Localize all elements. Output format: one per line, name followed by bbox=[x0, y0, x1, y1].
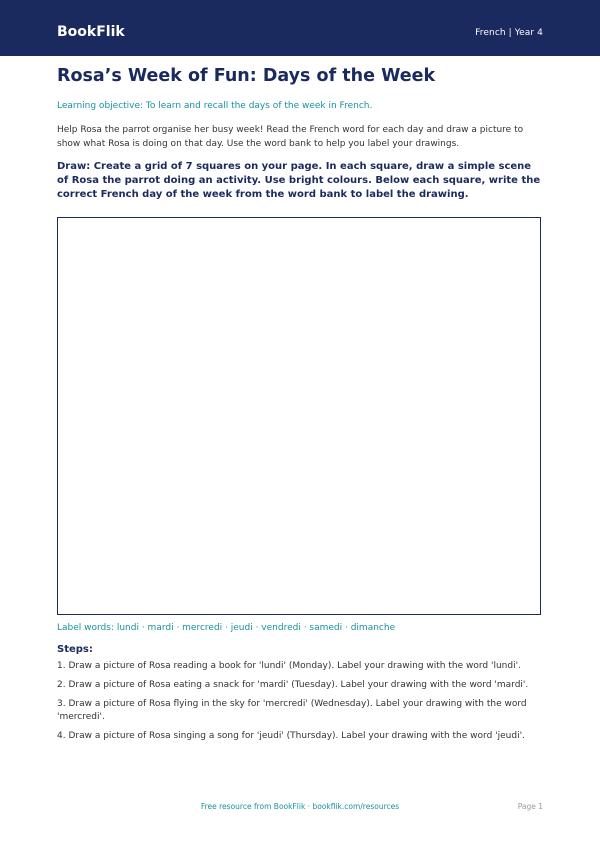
brand-logo-text: BookFlik bbox=[57, 24, 125, 40]
drawing-area[interactable] bbox=[57, 217, 541, 615]
step-item: 3. Draw a picture of Rosa flying in the sky for 'mercredi' (Wednesday). Label your drawing with the word 'mercredi'. bbox=[57, 699, 527, 722]
steps-heading: Steps: bbox=[57, 644, 93, 655]
page-header bbox=[0, 0, 600, 56]
footer-credit: Free resource from BookFlik · bookflik.com/resources bbox=[200, 802, 400, 811]
step-item: 2. Draw a picture of Rosa eating a snack for 'mardi' (Tuesday). Label your drawing with the word 'mardi'. bbox=[57, 680, 529, 690]
page-number: Page 1 bbox=[517, 802, 543, 811]
page-title: Rosa’s Week of Fun: Days of the Week bbox=[57, 66, 436, 86]
step-item: 4. Draw a picture of Rosa singing a song for 'jeudi' (Thursday). Label your drawing with the word 'jeudi'. bbox=[57, 731, 525, 741]
draw-instruction: Draw: Create a grid of 7 squares on your page. In each square, draw a simple scene of Rosa the parrot doing an activity. Use bright colours. Below each square, write the correct French day of the week from the word bank to label the drawing. bbox=[57, 161, 541, 200]
word-bank: Label words: lundi · mardi · mercredi · jeudi · vendredi · samedi · dimanche bbox=[57, 623, 396, 633]
step-item: 1. Draw a picture of Rosa reading a book for 'lundi' (Monday). Label your drawing with the word 'lundi'. bbox=[57, 661, 521, 671]
steps-list bbox=[57, 660, 545, 749]
subject-year-label: French | Year 4 bbox=[475, 28, 543, 38]
intro-paragraph: Help Rosa the parrot organise her busy week! Read the French word for each day and draw a picture to show what Rosa is doing on that day. Use the word bank to help you label your drawings. bbox=[57, 125, 524, 149]
learning-objective: Learning objective: To learn and recall the days of the week in French. bbox=[57, 101, 373, 111]
